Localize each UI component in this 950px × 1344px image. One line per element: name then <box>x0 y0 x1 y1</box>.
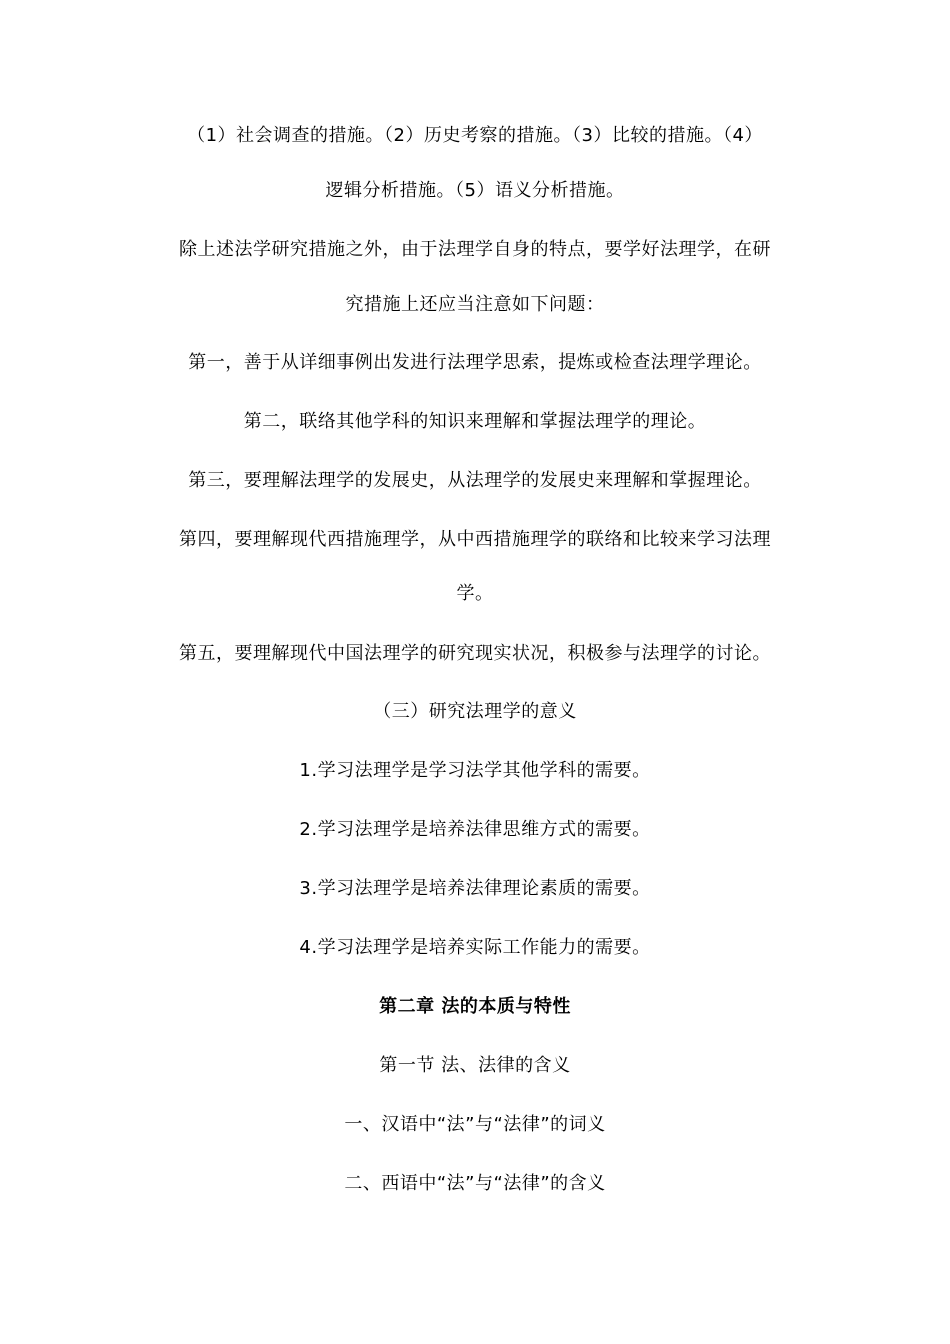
section-title: 第一节 法、法律的含义 <box>379 1055 571 1076</box>
point-2: 第二，联络其他学科的知识来理解和掌握法理学的理论。 <box>243 411 707 432</box>
intro-line-2: 究措施上还应当注意如下问题： <box>345 294 605 315</box>
significance-item-1: 1.学习法理学是学习法学其他学科的需要。 <box>299 760 651 781</box>
significance-item-2: 2.学习法理学是培养法律思维方式的需要。 <box>299 819 651 840</box>
point-4-line-2: 学。 <box>456 583 494 604</box>
point-5: 第五，要理解现代中国法理学的研究现实状况，积极参与法理学的讨论。 <box>179 643 771 664</box>
significance-item-3: 3.学习法理学是培养法律理论素质的需要。 <box>299 878 651 899</box>
point-1: 第一，善于从详细事例出发进行法理学思索，提炼或检查法理学理论。 <box>188 352 762 373</box>
methods-line-2: 逻辑分析措施。（5）语义分析措施。 <box>325 180 625 201</box>
subsection-2: 二、西语中“法”与“法律”的含义 <box>344 1173 606 1194</box>
subsection-1: 一、汉语中“法”与“法律”的词义 <box>344 1114 606 1135</box>
point-4-line-1: 第四，要理解现代西措施理学，从中西措施理学的联络和比较来学习法理 <box>179 529 771 550</box>
point-3: 第三，要理解法理学的发展史，从法理学的发展史来理解和掌握理论。 <box>188 470 762 491</box>
section-heading: （三）研究法理学的意义 <box>373 701 577 722</box>
methods-line-1: （1）社会调查的措施。（2）历史考察的措施。（3）比较的措施。（4） <box>187 125 763 146</box>
significance-item-4: 4.学习法理学是培养实际工作能力的需要。 <box>299 937 651 958</box>
chapter-title: 第二章 法的本质与特性 <box>379 996 571 1017</box>
intro-line-1: 除上述法学研究措施之外，由于法理学自身的特点，要学好法理学，在研 <box>179 239 771 260</box>
